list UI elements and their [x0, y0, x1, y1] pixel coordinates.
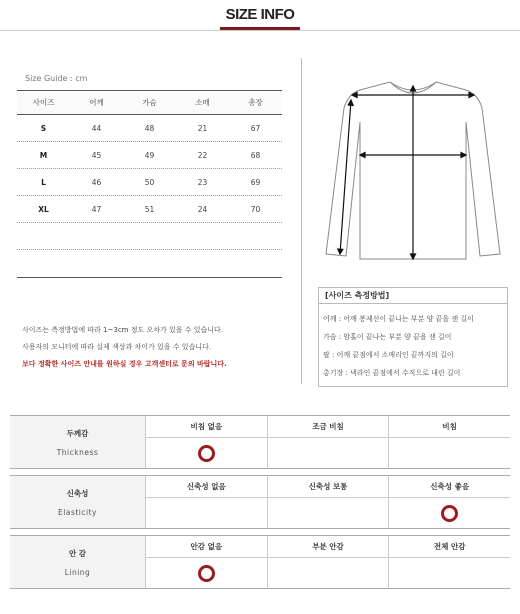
size-cell: S: [40, 123, 47, 133]
length-arrow-bottom: [411, 254, 416, 259]
option-label: 신축성 없음: [146, 476, 268, 497]
value-cell: 49: [144, 150, 155, 160]
chest-arrow-left: [360, 153, 365, 158]
option-label: 비침: [442, 422, 457, 431]
option-cell: [268, 498, 390, 528]
value-cell: 48: [144, 123, 155, 133]
option-cell: [146, 558, 268, 588]
garment-diagram: [318, 62, 508, 262]
property-label-en: Thickness: [56, 447, 99, 457]
column-header: 총장: [248, 98, 263, 107]
property-label: 두께감: [66, 428, 89, 438]
measure-item: 가슴 : 암홀이 끝나는 부분 양 끝을 잰 길이: [323, 333, 452, 341]
table-row: [17, 115, 282, 142]
measure-item: 어깨 : 어깨 봉제선이 끝나는 부분 양 끝을 잰 길이: [323, 315, 474, 323]
option-label: 신축성 좋음: [430, 482, 470, 491]
size-table: [17, 90, 282, 278]
value-cell: 24: [197, 204, 208, 214]
measure-method-box: [318, 287, 508, 387]
column-header: 어깨: [89, 98, 104, 107]
size-cell: L: [41, 177, 46, 187]
size-cell: M: [39, 150, 48, 160]
property-label: 안 감: [68, 548, 87, 558]
option-cell: [389, 558, 510, 588]
option-label: 조금 비침: [268, 416, 390, 437]
column-header: 사이즈: [32, 98, 55, 107]
table-row-empty: [17, 250, 282, 277]
note-line: 사용자의 모니터에 따라 실제 색상과 차이가 있을 수 있습니다.: [22, 343, 212, 351]
option-cell: [389, 498, 510, 528]
measure-item: 총기장 : 넥라인 끝점에서 수직으로 내린 길이: [323, 369, 461, 377]
table-row: [17, 223, 282, 250]
value-cell: 70: [250, 204, 261, 214]
option-marks: [146, 558, 510, 588]
value-cell: 22: [197, 150, 208, 160]
column-header: 소매: [195, 98, 210, 107]
note-line-highlight: 보다 정확한 사이즈 안내를 원하실 경우 고객센터로 문의 바랍니다.: [22, 360, 227, 368]
selected-circle-mark: [198, 565, 215, 582]
option-cell: [389, 438, 510, 468]
value-cell: 45: [91, 150, 102, 160]
elasticity-row: [10, 475, 510, 529]
measure-item: 팔 : 어깨 끝점에서 소매리인 끝까지의 길이: [323, 351, 454, 359]
property-label-en: Lining: [64, 567, 91, 577]
value-cell: 21: [197, 123, 208, 133]
value-cell: 44: [91, 123, 102, 133]
chest-arrow-right: [461, 153, 466, 158]
length-arrow-top: [411, 86, 416, 91]
note-line: 사이즈는 측정방법에 따라 1~3cm 정도 오차가 있을 수 있습니다.: [22, 326, 223, 334]
lining-row: [10, 535, 510, 589]
option-cell: [268, 558, 390, 588]
option-label: 비침 없음: [146, 416, 268, 437]
value-cell: 68: [250, 150, 261, 160]
option-label: 안감 없음: [146, 536, 268, 557]
option-cell: [268, 438, 390, 468]
table-row: [17, 169, 282, 196]
vertical-divider: [301, 58, 302, 384]
value-cell: 50: [144, 177, 155, 187]
value-cell: 51: [144, 204, 155, 214]
value-cell: 69: [250, 177, 261, 187]
size-cell: XL: [38, 204, 49, 214]
value-cell: 47: [91, 204, 102, 214]
size-notes: [22, 322, 227, 373]
page-title: SIZE INFO: [225, 6, 295, 23]
option-label: 부분 안감: [268, 536, 390, 557]
selected-circle-mark: [441, 505, 458, 522]
value-cell: 23: [197, 177, 208, 187]
table-row: [17, 196, 282, 223]
measure-method-title: [사이즈 측정방법]: [319, 288, 507, 304]
option-label: 신축성 보통: [268, 476, 390, 497]
table-row: [17, 142, 282, 169]
value-cell: 46: [91, 177, 102, 187]
option-cell: [146, 438, 268, 468]
sleeve-arrow-top: [348, 100, 353, 105]
thickness-row: [10, 415, 510, 469]
option-marks: [146, 498, 510, 528]
header-divider: [0, 30, 520, 31]
column-header: 가슴: [142, 98, 157, 107]
value-cell: 67: [250, 123, 261, 133]
option-label: 전체 안감: [433, 542, 466, 551]
option-marks: [146, 438, 510, 468]
selected-circle-mark: [198, 445, 215, 462]
size-guide-label: Size Guide : cm: [25, 74, 88, 83]
property-label-en: Elasticity: [58, 507, 97, 517]
size-table-header: [17, 91, 282, 115]
sleeve-arrow-bottom: [338, 249, 343, 254]
property-label: 신축성: [66, 488, 89, 498]
option-cell: [146, 498, 268, 528]
